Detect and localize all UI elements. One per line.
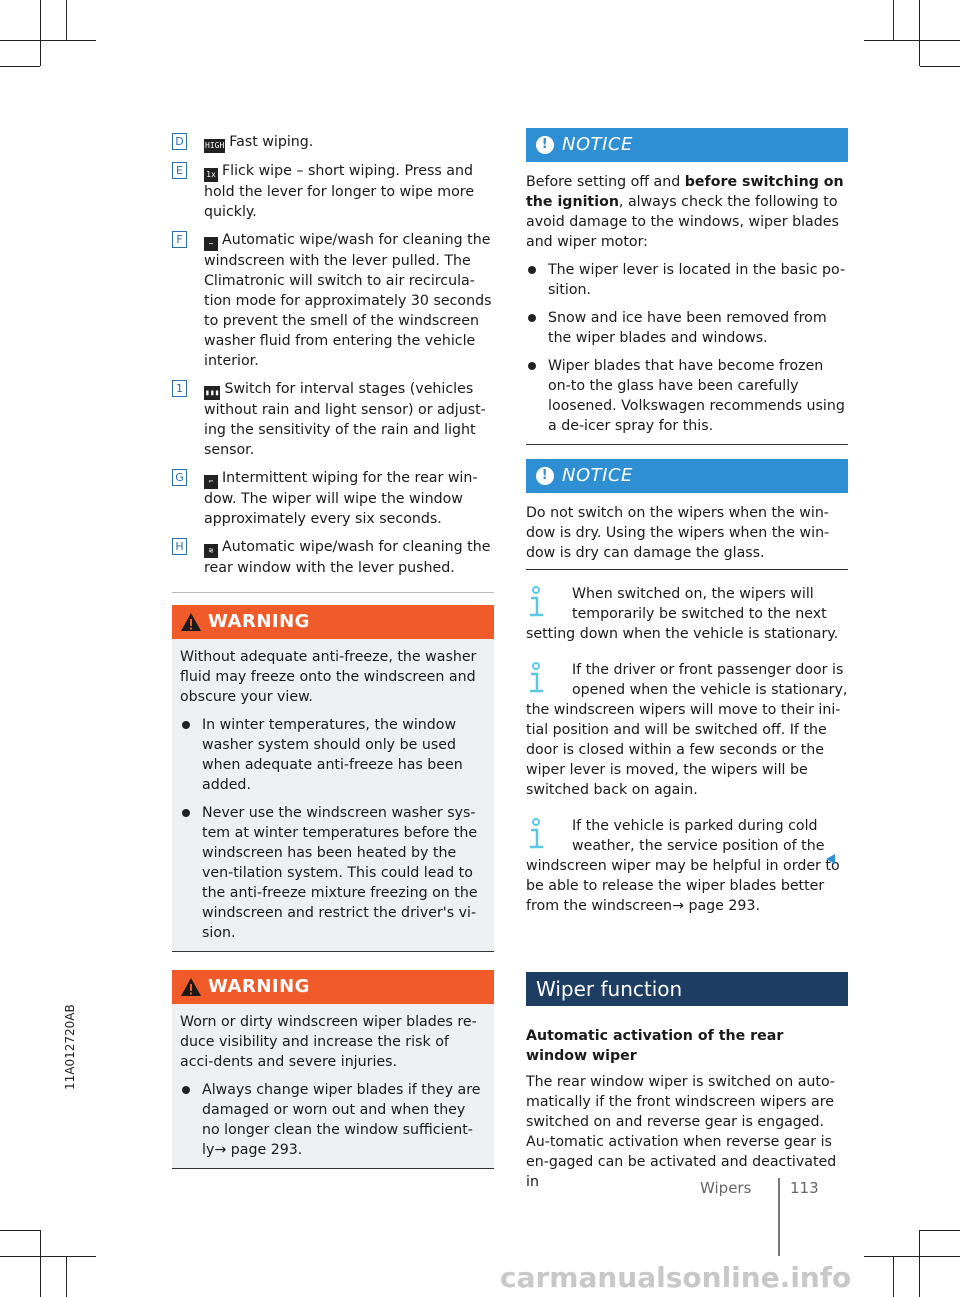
continue-marker-icon	[826, 854, 835, 864]
warning-body	[172, 1004, 494, 1168]
subheading: Automatic activation of the rear window wiper	[526, 1028, 784, 1064]
warning-header	[172, 605, 494, 639]
page-number: 113	[790, 1179, 819, 1197]
info-icon	[526, 818, 546, 852]
item-text: Fast wiping.	[229, 134, 314, 150]
flick-wipe-icon: 1x	[204, 168, 218, 182]
info-note	[526, 584, 848, 644]
footer-divider	[778, 1178, 780, 1256]
list-item	[172, 468, 494, 529]
bullet-text: Always change wiper blades if they are damaged or worn out and when they no longer clean the window sufficient-ly	[202, 1082, 481, 1158]
list-item	[172, 132, 494, 153]
warning-body	[172, 639, 494, 951]
crop-mark	[893, 0, 894, 40]
warning-triangle-icon	[180, 977, 202, 997]
arrow-icon: →	[214, 1142, 231, 1158]
warning-header	[172, 970, 494, 1004]
rear-intermittent-icon: ⌐	[204, 475, 218, 489]
item-key: 1	[172, 380, 187, 397]
info-lead: If the driver or front passenger door is opened when the vehicle is stationary,	[572, 662, 848, 698]
notice-box	[526, 128, 848, 445]
notice-label: NOTICE	[562, 134, 633, 155]
info-icon	[526, 662, 546, 696]
list-item	[172, 537, 494, 578]
info-text: the windscreen wipers will move to their ini-tial position and will be switched off. If the door is closed within a few seconds or the wiper lever is moved, the wipers will be switched back on again.	[526, 702, 841, 798]
info-lead: When switched on, the wipers will temporarily be switched to the next	[572, 586, 827, 622]
bullet-item: Never use the windscreen washer sys-tem at winter temperatures before the windscreen has been heated by the ven-tilation system. This could lead to the anti-freeze mixture freezing on the windscreen and restrict the driver's vi-sion.	[180, 803, 486, 943]
section-divider	[172, 592, 494, 593]
notice-body	[526, 493, 848, 570]
item-text: Flick wipe – short wiping. Press and hold the lever for longer to wipe more quickly.	[204, 163, 475, 220]
chapter-name: Wipers	[700, 1179, 752, 1197]
exclamation-icon: !	[536, 136, 554, 154]
item-text: Intermittent wiping for the rear win-dow. The wiper will wipe the window approximately every six seconds.	[204, 470, 478, 527]
interval-switch-icon: ▮▮▮	[204, 386, 220, 400]
warning-box	[172, 605, 494, 952]
bullet-item: In winter temperatures, the window washer system should only be used when adequate anti-freeze has been added.	[180, 715, 486, 795]
notice-body	[526, 162, 848, 445]
crop-mark	[920, 1230, 960, 1231]
notice-header	[526, 459, 848, 493]
bullet-item: Snow and ice have been removed from the wiper blades and windows.	[526, 308, 848, 348]
info-icon	[526, 586, 546, 620]
notice-intro-text: Before setting off and	[526, 174, 685, 190]
item-key: D	[172, 133, 187, 150]
section-heading	[526, 972, 848, 1006]
info-lead: If the vehicle is parked during cold weather, the service position of the	[572, 818, 825, 854]
notice-label: NOTICE	[562, 465, 633, 486]
crop-mark	[919, 1230, 920, 1297]
warning-label: WARNING	[208, 611, 310, 632]
control-list	[172, 132, 494, 578]
section-text: The rear window wiper is switched on auto-matically if the front windscreen wipers are switched on and reverse gear is engaged. Au-tomatic activation when reverse gear is en-gaged can be activated and deactivated in	[526, 1074, 837, 1190]
warning-box	[172, 970, 494, 1169]
item-key: E	[172, 162, 187, 179]
warning-intro: Worn or dirty windscreen wiper blades re-duce visibility and increase the risk of acci-dents and severe injuries.	[180, 1014, 477, 1070]
crop-mark	[66, 0, 67, 40]
item-key: F	[172, 231, 187, 248]
section-title: Wiper function	[536, 977, 683, 1001]
notice-text: Do not switch on the wipers when the win-dow is dry. Using the wipers when the win-dow is dry can damage the glass.	[526, 505, 830, 561]
warning-triangle-icon	[180, 612, 202, 632]
bullet-item	[180, 1080, 486, 1160]
crop-mark	[66, 1256, 67, 1297]
list-item	[172, 161, 494, 222]
item-text: Switch for interval stages (vehicles without rain and light sensor) or adjust-ing the sensitivity of the rain and light sensor.	[204, 381, 486, 458]
crop-mark	[893, 1256, 894, 1297]
exclamation-icon: !	[536, 467, 554, 485]
left-column	[172, 132, 494, 1169]
bullet-item: Wiper blades that have become frozen on-to the glass have been carefully loosened. Volkswagen recommends using a de-icer spray for this.	[526, 356, 848, 436]
item-key: H	[172, 538, 187, 555]
crop-mark	[919, 0, 920, 66]
right-column	[526, 128, 848, 1192]
document-code: 11A012720AB	[63, 1004, 77, 1090]
notice-intro-text: , always check the following to avoid damage to the windows, wiper blades and wiper motor:	[526, 194, 839, 250]
info-note	[526, 660, 848, 800]
bullet-item: The wiper lever is located in the basic po-sition.	[526, 260, 848, 300]
info-text: setting down when the vehicle is stationary.	[526, 626, 839, 642]
crop-mark	[40, 0, 41, 66]
crop-mark	[0, 1230, 40, 1231]
watermark: carmanualsonline.info	[500, 1261, 852, 1294]
list-item	[172, 230, 494, 371]
crop-mark	[864, 1256, 960, 1257]
info-text-body: windscreen wiper may be helpful in order to be able to release the wiper blades better from the windscreen	[526, 858, 840, 914]
fast-wipe-icon: HIGH	[204, 139, 225, 153]
crop-mark	[0, 1256, 96, 1257]
notice-header	[526, 128, 848, 162]
arrow-icon: →	[672, 898, 689, 914]
warning-label: WARNING	[208, 976, 310, 997]
warning-intro: Without adequate anti-freeze, the washer fluid may freeze onto the windscreen and obscure your view.	[180, 649, 477, 705]
item-key: G	[172, 469, 187, 486]
page-reference-link[interactable]: page 293.	[688, 898, 760, 914]
crop-mark	[40, 1230, 41, 1297]
list-item	[172, 379, 494, 460]
notice-intro-bold: before switching on the ignition	[526, 174, 844, 210]
page-reference-link[interactable]: page 293.	[230, 1142, 303, 1158]
crop-mark	[864, 40, 960, 41]
crop-mark	[920, 66, 960, 67]
crop-mark	[0, 40, 96, 41]
item-text: Automatic wipe/wash for cleaning the windscreen with the lever pulled. The Climatronic will switch to air recircula-tion mode for approximately 30 seconds to prevent the smell of the windscreen washer fluid from entering the vehicle interior.	[204, 232, 492, 369]
item-text: Automatic wipe/wash for cleaning the rear window with the lever pushed.	[204, 539, 491, 576]
notice-intro	[526, 172, 848, 252]
crop-mark	[0, 66, 40, 67]
rear-wash-icon: ≋	[204, 544, 218, 558]
auto-wash-front-icon: ~	[204, 237, 218, 251]
info-note	[526, 816, 848, 916]
info-text	[526, 856, 848, 916]
notice-box	[526, 459, 848, 570]
